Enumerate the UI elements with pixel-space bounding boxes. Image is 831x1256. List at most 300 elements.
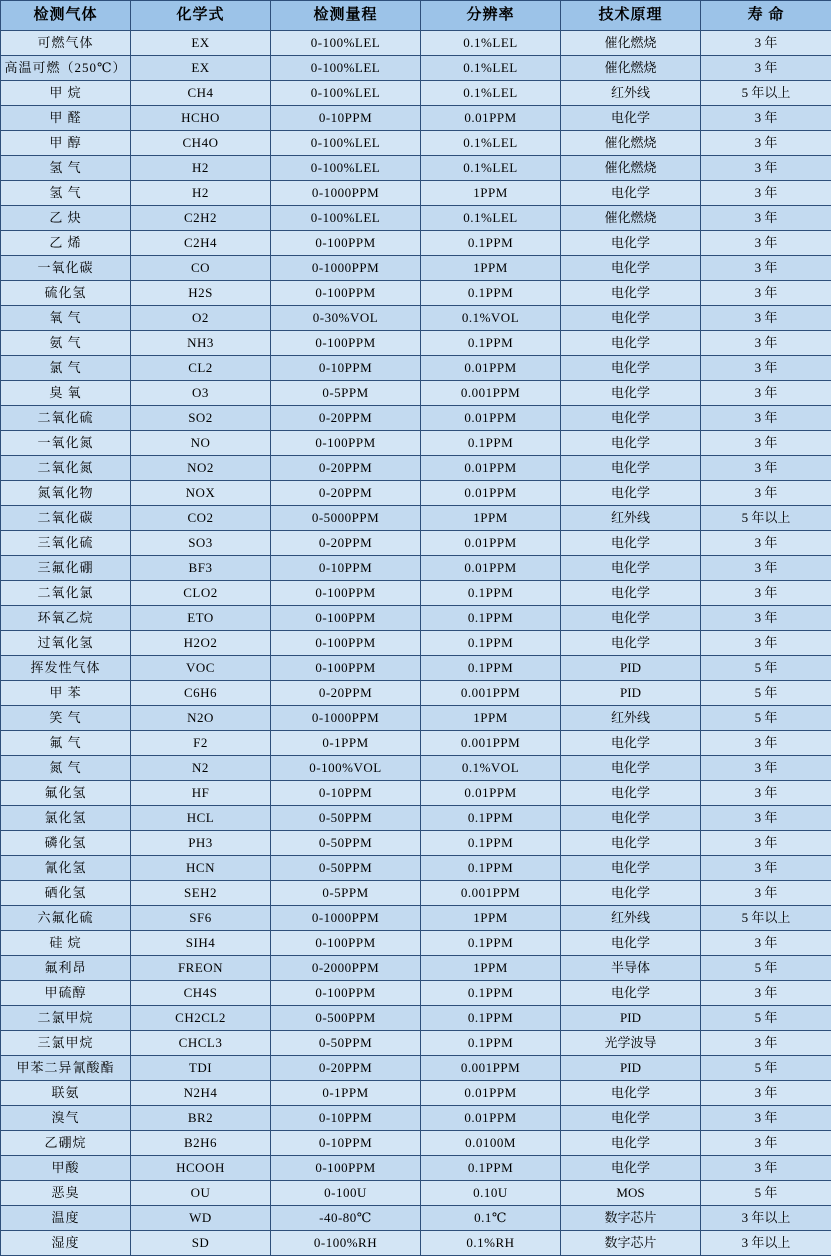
cell-principle: 电化学	[561, 1131, 701, 1156]
cell-range: 0-10PPM	[271, 1131, 421, 1156]
cell-lifetime: 3 年	[701, 1156, 831, 1181]
cell-gas: 一氧化氮	[1, 431, 131, 456]
cell-principle: 电化学	[561, 331, 701, 356]
cell-range: 0-100PPM	[271, 331, 421, 356]
cell-range: 0-100%LEL	[271, 156, 421, 181]
cell-lifetime: 3 年	[701, 456, 831, 481]
cell-resolution: 0.01PPM	[421, 456, 561, 481]
cell-range: 0-100PPM	[271, 1156, 421, 1181]
cell-lifetime: 3 年	[701, 206, 831, 231]
cell-resolution: 0.01PPM	[421, 106, 561, 131]
cell-lifetime: 5 年	[701, 1056, 831, 1081]
cell-principle: 电化学	[561, 931, 701, 956]
table-row	[1, 681, 831, 706]
cell-formula: SEH2	[131, 881, 271, 906]
cell-gas: 二氧化碳	[1, 506, 131, 531]
cell-range: 0-100%LEL	[271, 131, 421, 156]
cell-formula: O3	[131, 381, 271, 406]
cell-gas: 高温可燃（250℃）	[1, 56, 131, 81]
cell-range: 0-20PPM	[271, 681, 421, 706]
cell-formula: CH4S	[131, 981, 271, 1006]
cell-principle: 催化燃烧	[561, 131, 701, 156]
cell-gas: 氟 气	[1, 731, 131, 756]
cell-principle: 红外线	[561, 706, 701, 731]
cell-resolution: 0.001PPM	[421, 881, 561, 906]
table-row	[1, 756, 831, 781]
cell-principle: 电化学	[561, 481, 701, 506]
cell-resolution: 0.1%LEL	[421, 56, 561, 81]
cell-principle: 电化学	[561, 381, 701, 406]
cell-gas: 氯化氢	[1, 806, 131, 831]
cell-resolution: 0.1PPM	[421, 606, 561, 631]
table-row	[1, 506, 831, 531]
cell-formula: FREON	[131, 956, 271, 981]
cell-range: 0-2000PPM	[271, 956, 421, 981]
cell-resolution: 0.1%VOL	[421, 756, 561, 781]
cell-formula: CH4	[131, 81, 271, 106]
cell-resolution: 0.01PPM	[421, 781, 561, 806]
cell-resolution: 0.1PPM	[421, 281, 561, 306]
cell-formula: HF	[131, 781, 271, 806]
cell-principle: 电化学	[561, 1156, 701, 1181]
table-row	[1, 581, 831, 606]
cell-range: 0-100%RH	[271, 1231, 421, 1256]
cell-principle: 电化学	[561, 256, 701, 281]
cell-range: 0-100PPM	[271, 981, 421, 1006]
cell-gas: 六氟化硫	[1, 906, 131, 931]
cell-gas: 温度	[1, 1206, 131, 1231]
cell-gas: 硫化氢	[1, 281, 131, 306]
cell-resolution: 0.01PPM	[421, 356, 561, 381]
cell-formula: NOX	[131, 481, 271, 506]
cell-range: 0-5PPM	[271, 881, 421, 906]
cell-resolution: 0.1%RH	[421, 1231, 561, 1256]
cell-resolution: 0.1℃	[421, 1206, 561, 1231]
cell-gas: 可燃气体	[1, 31, 131, 56]
cell-formula: H2	[131, 156, 271, 181]
cell-formula: NH3	[131, 331, 271, 356]
cell-gas: 甲硫醇	[1, 981, 131, 1006]
cell-gas: 甲 醛	[1, 106, 131, 131]
cell-principle: 数字芯片	[561, 1231, 701, 1256]
cell-formula: C6H6	[131, 681, 271, 706]
cell-range: 0-10PPM	[271, 356, 421, 381]
cell-principle: 电化学	[561, 606, 701, 631]
table-row	[1, 706, 831, 731]
cell-lifetime: 3 年	[701, 606, 831, 631]
cell-formula: CO	[131, 256, 271, 281]
cell-principle: 电化学	[561, 806, 701, 831]
cell-gas: 三氯甲烷	[1, 1031, 131, 1056]
cell-principle: 电化学	[561, 231, 701, 256]
cell-resolution: 0.1%LEL	[421, 206, 561, 231]
cell-resolution: 1PPM	[421, 181, 561, 206]
cell-principle: 电化学	[561, 756, 701, 781]
cell-lifetime: 3 年	[701, 531, 831, 556]
cell-formula: WD	[131, 1206, 271, 1231]
cell-formula: TDI	[131, 1056, 271, 1081]
cell-principle: 催化燃烧	[561, 56, 701, 81]
cell-gas: 甲酸	[1, 1156, 131, 1181]
cell-range: 0-10PPM	[271, 556, 421, 581]
cell-formula: H2	[131, 181, 271, 206]
cell-formula: HCN	[131, 856, 271, 881]
cell-formula: CLO2	[131, 581, 271, 606]
cell-lifetime: 5 年	[701, 706, 831, 731]
cell-formula: BF3	[131, 556, 271, 581]
cell-range: 0-500PPM	[271, 1006, 421, 1031]
cell-lifetime: 3 年	[701, 431, 831, 456]
cell-gas: 恶臭	[1, 1181, 131, 1206]
cell-principle: 电化学	[561, 556, 701, 581]
cell-range: 0-5000PPM	[271, 506, 421, 531]
cell-lifetime: 3 年	[701, 106, 831, 131]
cell-range: 0-100PPM	[271, 431, 421, 456]
cell-range: 0-10PPM	[271, 1106, 421, 1131]
cell-resolution: 0.01PPM	[421, 406, 561, 431]
cell-resolution: 0.1PPM	[421, 1156, 561, 1181]
cell-gas: 氮 气	[1, 756, 131, 781]
cell-resolution: 1PPM	[421, 256, 561, 281]
cell-range: 0-100%LEL	[271, 81, 421, 106]
cell-principle: 电化学	[561, 306, 701, 331]
cell-principle: 电化学	[561, 631, 701, 656]
cell-range: 0-1000PPM	[271, 906, 421, 931]
cell-formula: BR2	[131, 1106, 271, 1131]
cell-resolution: 0.001PPM	[421, 731, 561, 756]
cell-resolution: 0.1PPM	[421, 1031, 561, 1056]
cell-resolution: 0.01PPM	[421, 481, 561, 506]
column-header-lifetime: 寿 命	[701, 1, 831, 31]
table-row	[1, 1056, 831, 1081]
cell-principle: 光学波导	[561, 1031, 701, 1056]
cell-principle: 催化燃烧	[561, 206, 701, 231]
cell-resolution: 1PPM	[421, 506, 561, 531]
cell-gas: 氮氧化物	[1, 481, 131, 506]
cell-resolution: 0.001PPM	[421, 1056, 561, 1081]
column-header-range: 检测量程	[271, 1, 421, 31]
cell-range: 0-50PPM	[271, 1031, 421, 1056]
cell-gas: 过氧化氢	[1, 631, 131, 656]
cell-lifetime: 3 年	[701, 306, 831, 331]
cell-range: 0-100PPM	[271, 231, 421, 256]
cell-resolution: 0.1%LEL	[421, 156, 561, 181]
cell-formula: SO2	[131, 406, 271, 431]
cell-gas: 三氧化硫	[1, 531, 131, 556]
cell-principle: 电化学	[561, 356, 701, 381]
table-row	[1, 1181, 831, 1206]
cell-resolution: 0.1PPM	[421, 331, 561, 356]
cell-gas: 氧 气	[1, 306, 131, 331]
cell-principle: 催化燃烧	[561, 31, 701, 56]
cell-formula: H2O2	[131, 631, 271, 656]
cell-principle: 电化学	[561, 281, 701, 306]
cell-lifetime: 3 年	[701, 356, 831, 381]
cell-formula: OU	[131, 1181, 271, 1206]
table-row	[1, 606, 831, 631]
cell-formula: NO	[131, 431, 271, 456]
cell-lifetime: 3 年	[701, 481, 831, 506]
cell-principle: 半导体	[561, 956, 701, 981]
cell-gas: 一氧化碳	[1, 256, 131, 281]
cell-formula: F2	[131, 731, 271, 756]
cell-gas: 硒化氢	[1, 881, 131, 906]
cell-formula: SF6	[131, 906, 271, 931]
cell-resolution: 0.1PPM	[421, 631, 561, 656]
table-row	[1, 806, 831, 831]
cell-gas: 氢 气	[1, 156, 131, 181]
cell-formula: H2S	[131, 281, 271, 306]
cell-gas: 氢 气	[1, 181, 131, 206]
cell-gas: 甲 醇	[1, 131, 131, 156]
cell-resolution: 0.01PPM	[421, 556, 561, 581]
cell-range: 0-100PPM	[271, 606, 421, 631]
table-row	[1, 1131, 831, 1156]
table-header	[1, 1, 831, 31]
table-row	[1, 881, 831, 906]
cell-range: 0-100%LEL	[271, 56, 421, 81]
cell-formula: HCHO	[131, 106, 271, 131]
table-row	[1, 481, 831, 506]
cell-gas: 挥发性气体	[1, 656, 131, 681]
cell-formula: EX	[131, 56, 271, 81]
table-row	[1, 1081, 831, 1106]
cell-formula: SO3	[131, 531, 271, 556]
cell-lifetime: 3 年	[701, 1131, 831, 1156]
cell-range: 0-100PPM	[271, 581, 421, 606]
cell-principle: 电化学	[561, 581, 701, 606]
cell-gas: 二氧化氯	[1, 581, 131, 606]
cell-formula: C2H4	[131, 231, 271, 256]
table-header-row	[1, 1, 831, 31]
table-row	[1, 56, 831, 81]
cell-range: 0-20PPM	[271, 531, 421, 556]
cell-gas: 甲苯二异氰酸酯	[1, 1056, 131, 1081]
cell-resolution: 0.1%VOL	[421, 306, 561, 331]
cell-lifetime: 3 年	[701, 406, 831, 431]
cell-lifetime: 3 年	[701, 281, 831, 306]
cell-gas: 氟利昂	[1, 956, 131, 981]
table-row	[1, 781, 831, 806]
cell-principle: 电化学	[561, 531, 701, 556]
table-row	[1, 1231, 831, 1256]
cell-principle: 电化学	[561, 856, 701, 881]
cell-range: 0-30%VOL	[271, 306, 421, 331]
cell-lifetime: 5 年以上	[701, 81, 831, 106]
cell-lifetime: 3 年	[701, 381, 831, 406]
cell-gas: 二氯甲烷	[1, 1006, 131, 1031]
cell-range: 0-100PPM	[271, 281, 421, 306]
cell-gas: 三氟化硼	[1, 556, 131, 581]
cell-resolution: 0.001PPM	[421, 681, 561, 706]
cell-resolution: 0.10U	[421, 1181, 561, 1206]
table-row	[1, 31, 831, 56]
cell-principle: MOS	[561, 1181, 701, 1206]
cell-range: 0-100PPM	[271, 931, 421, 956]
cell-formula: CH4O	[131, 131, 271, 156]
column-header-gas: 检测气体	[1, 1, 131, 31]
cell-lifetime: 3 年	[701, 181, 831, 206]
cell-formula: NO2	[131, 456, 271, 481]
cell-gas: 氰化氢	[1, 856, 131, 881]
cell-gas: 乙 炔	[1, 206, 131, 231]
cell-formula: HCOOH	[131, 1156, 271, 1181]
cell-lifetime: 3 年	[701, 631, 831, 656]
cell-principle: 电化学	[561, 406, 701, 431]
cell-lifetime: 3 年	[701, 31, 831, 56]
cell-range: 0-100PPM	[271, 656, 421, 681]
cell-resolution: 0.1PPM	[421, 581, 561, 606]
cell-principle: PID	[561, 1056, 701, 1081]
cell-lifetime: 3 年	[701, 1106, 831, 1131]
cell-resolution: 0.01PPM	[421, 1081, 561, 1106]
cell-gas: 笑 气	[1, 706, 131, 731]
cell-lifetime: 5 年	[701, 956, 831, 981]
cell-lifetime: 5 年以上	[701, 906, 831, 931]
cell-principle: PID	[561, 656, 701, 681]
cell-lifetime: 3 年	[701, 256, 831, 281]
cell-lifetime: 3 年	[701, 556, 831, 581]
table-row	[1, 181, 831, 206]
cell-formula: SD	[131, 1231, 271, 1256]
cell-gas: 乙硼烷	[1, 1131, 131, 1156]
table-row	[1, 381, 831, 406]
cell-gas: 二氧化氮	[1, 456, 131, 481]
table-row	[1, 831, 831, 856]
cell-range: 0-20PPM	[271, 1056, 421, 1081]
cell-formula: CHCL3	[131, 1031, 271, 1056]
cell-gas: 硅 烷	[1, 931, 131, 956]
cell-lifetime: 3 年	[701, 756, 831, 781]
cell-formula: VOC	[131, 656, 271, 681]
table-row	[1, 106, 831, 131]
table-row	[1, 1206, 831, 1231]
table-row	[1, 406, 831, 431]
cell-formula: C2H2	[131, 206, 271, 231]
table-row	[1, 931, 831, 956]
table-row	[1, 156, 831, 181]
cell-resolution: 0.1PPM	[421, 931, 561, 956]
cell-gas: 氨 气	[1, 331, 131, 356]
cell-lifetime: 3 年	[701, 931, 831, 956]
cell-range: 0-5PPM	[271, 381, 421, 406]
cell-formula: CH2CL2	[131, 1006, 271, 1031]
cell-formula: O2	[131, 306, 271, 331]
cell-formula: N2H4	[131, 1081, 271, 1106]
cell-lifetime: 3 年	[701, 731, 831, 756]
cell-resolution: 0.1PPM	[421, 981, 561, 1006]
cell-lifetime: 3 年	[701, 331, 831, 356]
table-row	[1, 731, 831, 756]
cell-principle: 电化学	[561, 781, 701, 806]
table-row	[1, 1006, 831, 1031]
cell-formula: N2	[131, 756, 271, 781]
cell-lifetime: 5 年以上	[701, 506, 831, 531]
cell-principle: 电化学	[561, 831, 701, 856]
cell-principle: 电化学	[561, 1106, 701, 1131]
cell-principle: 电化学	[561, 181, 701, 206]
cell-resolution: 0.1PPM	[421, 656, 561, 681]
cell-resolution: 0.1%LEL	[421, 131, 561, 156]
cell-resolution: 0.1PPM	[421, 831, 561, 856]
cell-principle: 电化学	[561, 981, 701, 1006]
cell-range: 0-1PPM	[271, 731, 421, 756]
cell-principle: 催化燃烧	[561, 156, 701, 181]
cell-resolution: 0.1%LEL	[421, 31, 561, 56]
cell-formula: ETO	[131, 606, 271, 631]
cell-principle: 数字芯片	[561, 1206, 701, 1231]
cell-lifetime: 3 年	[701, 881, 831, 906]
cell-resolution: 0.1PPM	[421, 431, 561, 456]
cell-range: -40-80℃	[271, 1206, 421, 1231]
cell-lifetime: 3 年	[701, 856, 831, 881]
table-row	[1, 1156, 831, 1181]
cell-lifetime: 3 年	[701, 806, 831, 831]
cell-range: 0-1000PPM	[271, 706, 421, 731]
table-row	[1, 1106, 831, 1131]
cell-range: 0-10PPM	[271, 781, 421, 806]
cell-lifetime: 5 年	[701, 1181, 831, 1206]
cell-resolution: 0.0100M	[421, 1131, 561, 1156]
cell-resolution: 0.01PPM	[421, 1106, 561, 1131]
cell-lifetime: 3 年	[701, 56, 831, 81]
cell-range: 0-50PPM	[271, 831, 421, 856]
cell-resolution: 1PPM	[421, 956, 561, 981]
cell-lifetime: 3 年	[701, 831, 831, 856]
table-row	[1, 206, 831, 231]
table-row	[1, 531, 831, 556]
cell-resolution: 0.1%LEL	[421, 81, 561, 106]
cell-lifetime: 5 年	[701, 1006, 831, 1031]
cell-lifetime: 3 年	[701, 231, 831, 256]
table-row	[1, 131, 831, 156]
cell-principle: 电化学	[561, 1081, 701, 1106]
cell-principle: 电化学	[561, 881, 701, 906]
cell-gas: 磷化氢	[1, 831, 131, 856]
table-row	[1, 956, 831, 981]
cell-gas: 氟化氢	[1, 781, 131, 806]
cell-resolution: 0.1PPM	[421, 1006, 561, 1031]
cell-principle: 电化学	[561, 731, 701, 756]
cell-lifetime: 3 年以上	[701, 1206, 831, 1231]
cell-range: 0-20PPM	[271, 456, 421, 481]
cell-resolution: 0.001PPM	[421, 381, 561, 406]
cell-principle: 红外线	[561, 906, 701, 931]
table-body	[1, 31, 831, 1256]
table-row	[1, 231, 831, 256]
cell-formula: CO2	[131, 506, 271, 531]
cell-range: 0-100%LEL	[271, 31, 421, 56]
cell-lifetime: 3 年	[701, 981, 831, 1006]
cell-formula: SIH4	[131, 931, 271, 956]
table-row	[1, 981, 831, 1006]
cell-resolution: 1PPM	[421, 706, 561, 731]
cell-range: 0-10PPM	[271, 106, 421, 131]
cell-principle: 电化学	[561, 106, 701, 131]
cell-range: 0-50PPM	[271, 856, 421, 881]
table-row	[1, 81, 831, 106]
cell-range: 0-100%LEL	[271, 206, 421, 231]
cell-formula: PH3	[131, 831, 271, 856]
table-row	[1, 256, 831, 281]
cell-resolution: 0.1PPM	[421, 856, 561, 881]
table-row	[1, 556, 831, 581]
cell-lifetime: 5 年	[701, 656, 831, 681]
table-row	[1, 631, 831, 656]
table-row	[1, 856, 831, 881]
cell-gas: 氯 气	[1, 356, 131, 381]
cell-range: 0-100%VOL	[271, 756, 421, 781]
